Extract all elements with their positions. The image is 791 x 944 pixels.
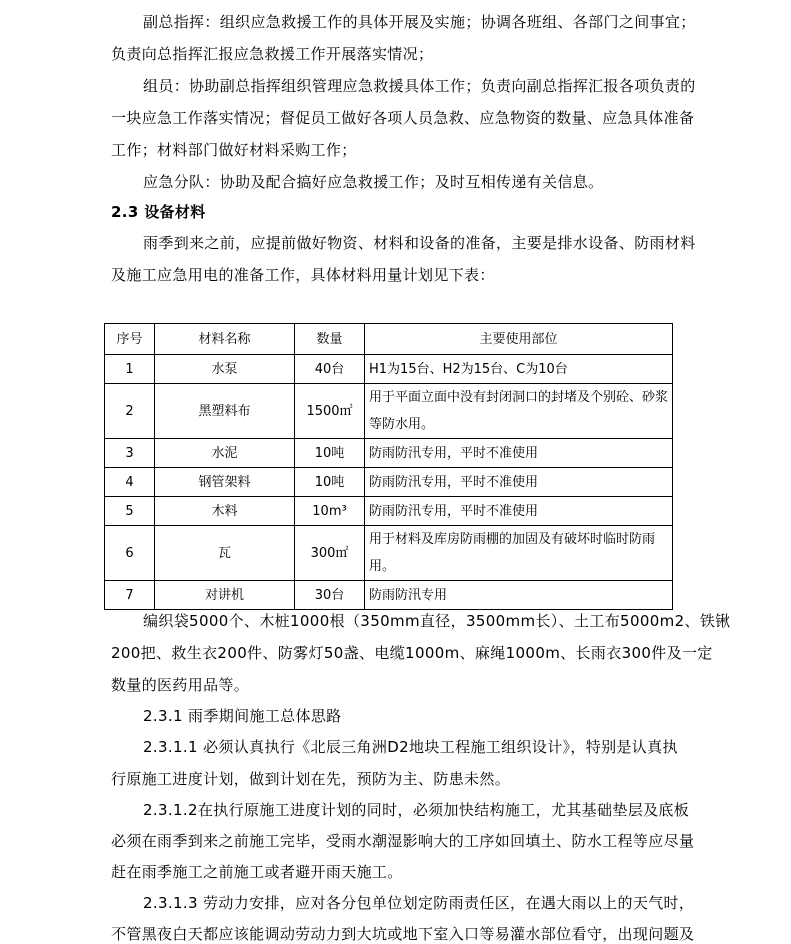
paragraph-line: 不管黑夜白天都应该能调动劳动力到大坑或地下室入口等易灌水部位看守，出现问题及 (111, 925, 695, 943)
cell-use: 防雨防汛专用，平时不准使用 (365, 439, 673, 468)
cell-name: 对讲机 (155, 581, 295, 610)
table-row (105, 497, 673, 526)
cell-use: 防雨防汛专用，平时不准使用 (365, 468, 673, 497)
paragraph-line: 工作；材料部门做好材料采购工作； (111, 141, 357, 159)
paragraph-line: 数量的医药用品等。 (111, 676, 250, 694)
paragraph-line: 行原施工进度计划，做到计划在先，预防为主、防患未然。 (111, 770, 511, 788)
paragraph-line: 雨季到来之前，应提前做好物资、材料和设备的准备，主要是排水设备、防雨材料 (143, 234, 696, 252)
cell-use: 防雨防汛专用 (365, 581, 673, 610)
header-name: 材料名称 (155, 324, 295, 355)
header-no: 序号 (105, 324, 155, 355)
cell-name: 黑塑料布 (155, 384, 295, 439)
paragraph-line: 2.3.1.3 劳动力安排，应对各分包单位划定防雨责任区，在遇大雨以上的天气时， (143, 894, 695, 912)
header-qty: 数量 (295, 324, 365, 355)
cell-use: 用于材料及库房防雨棚的加固及有破坏时临时防雨用。 (365, 526, 673, 581)
paragraph-line: 赶在雨季施工之前施工或者避开雨天施工。 (111, 863, 403, 881)
cell-no: 3 (105, 439, 155, 468)
paragraph-line: 2.3.1.1 必须认真执行《北辰三角洲D2地块工程施工组织设计》，特别是认真执 (143, 738, 678, 756)
materials-table (104, 323, 673, 610)
cell-use: 用于平面立面中没有封闭洞口的封堵及个别砼、砂浆等防水用。 (365, 384, 673, 439)
subheading: 2.3.1 雨季期间施工总体思路 (143, 707, 342, 725)
paragraph-line: 200把、救生衣200件、防雾灯50盏、电缆1000m、麻绳1000m、长雨衣300件及一定 (111, 644, 713, 662)
cell-use: H1为15台、H2为15台、C为10台 (365, 355, 673, 384)
section-heading: 2.3 设备材料 (111, 203, 206, 221)
paragraph-line: 一块应急工作落实情况；督促员工做好各项人员急救、应急物资的数量、应急具体准备 (111, 109, 695, 127)
cell-name: 木料 (155, 497, 295, 526)
table-row (105, 439, 673, 468)
cell-qty: 1500㎡ (295, 384, 365, 439)
cell-name: 水泥 (155, 439, 295, 468)
table-row (105, 526, 673, 581)
table-row (105, 355, 673, 384)
cell-name: 水泵 (155, 355, 295, 384)
cell-qty: 10m³ (295, 497, 365, 526)
cell-qty: 10吨 (295, 468, 365, 497)
paragraph-line: 编织袋5000个、木桩1000根（350mm直径，3500mm长）、土工布5000m2、铁锹 (143, 612, 731, 630)
cell-use: 防雨防汛专用，平时不准使用 (365, 497, 673, 526)
cell-qty: 300㎡ (295, 526, 365, 581)
cell-no: 1 (105, 355, 155, 384)
paragraph-line: 副总指挥：组织应急救援工作的具体开展及实施；协调各班组、各部门之间事宜； (143, 13, 696, 31)
cell-qty: 30台 (295, 581, 365, 610)
paragraph-line: 负责向总指挥汇报应急救援工作开展落实情况； (111, 45, 434, 63)
cell-no: 7 (105, 581, 155, 610)
table-header-row (105, 324, 673, 355)
cell-no: 2 (105, 384, 155, 439)
cell-qty: 40台 (295, 355, 365, 384)
cell-no: 5 (105, 497, 155, 526)
table-row (105, 384, 673, 439)
paragraph-line: 2.3.1.2在执行原施工进度计划的同时，必须加快结构施工，尤其基础垫层及底板 (143, 801, 690, 819)
header-use: 主要使用部位 (365, 324, 673, 355)
paragraph-line: 必须在雨季到来之前施工完毕，受雨水潮湿影响大的工序如回填土、防水工程等应尽量 (111, 832, 695, 850)
cell-no: 6 (105, 526, 155, 581)
cell-name: 瓦 (155, 526, 295, 581)
table-row (105, 468, 673, 497)
paragraph-line: 及施工应急用电的准备工作，具体材料用量计划见下表： (111, 266, 495, 284)
cell-qty: 10吨 (295, 439, 365, 468)
table-row (105, 581, 673, 610)
cell-name: 钢管架料 (155, 468, 295, 497)
cell-no: 4 (105, 468, 155, 497)
paragraph-line: 组员：协助副总指挥组织管理应急救援具体工作；负责向副总指挥汇报各项负责的 (143, 77, 696, 95)
paragraph-line: 应急分队：协助及配合搞好应急救援工作；及时互相传递有关信息。 (143, 173, 604, 191)
